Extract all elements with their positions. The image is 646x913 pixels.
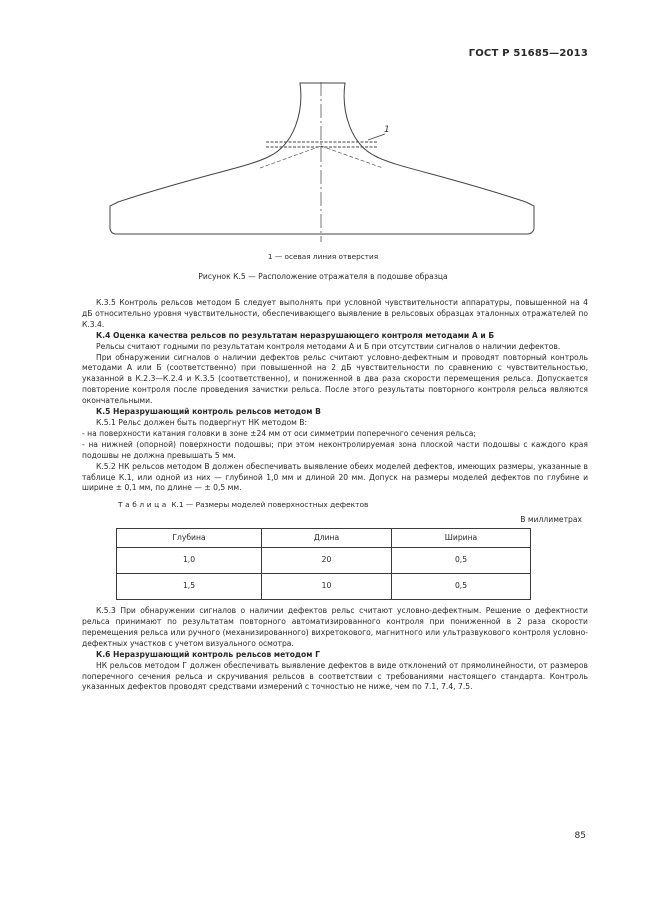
figure-legend: 1 — осевая линия отверстия: [267, 252, 379, 261]
paragraph-k6: НК рельсов методом Г должен обеспечивать выявление дефектов в виде отклонений от прямолинейности, от размеров поперечного сечения рельса и скручивания рельсов в соответствии с требованиями настоящего стандарта. Контроль указанных дефектов проводят средствами измерений с точностью не ниже, чем по 7.1, 7.4, 7.5.: [82, 660, 588, 692]
table-cell: 1,0: [117, 548, 262, 574]
table-caption-text: К.1 — Размеры моделей поверхностных дефектов: [168, 500, 369, 510]
paragraph-k52: К.5.2 НК рельсов методом В должен обеспечивать выявление обеих моделей дефектов, имеющих размеры, указанные в таблице К.1, или одной из них — глубиной 1,0 мм и длиной 20 мм. Допуск на размеры моделей дефектов по глубине и ширине ± 0,1 мм, по длине — ± 0,5 мм.: [82, 461, 588, 493]
defect-size-table: [116, 528, 531, 600]
page-number: 85: [574, 831, 586, 841]
col-header-width: Ширина: [392, 529, 531, 548]
paragraph-k53: К.5.3 При обнаружении сигналов о наличии дефектов рельс считают условно-дефектным. Решение о дефектности рельса принимают по результатам повторного автоматизированного контроля при пониженной в 2 раза скорости перемещения рельса или ручного (механизированного) вихретокового, магнитного или ультразвукового контроля условно-дефектных участков с учетом визуального осмотра.: [82, 606, 588, 648]
table-caption: [82, 500, 588, 511]
rail-foot-figure: [100, 74, 545, 244]
paragraph-k4-2: При обнаружении сигналов о наличии дефектов рельс считают условно-дефектным и проводят повторный контроль методами А или Б (соответственно) при повышенной на 2 дБ чувствительности по сравнению с чувствительностью, указанной в К.2.3—К.2.4 и К.3.5 (соответственно), и пониженной в два раза скорости перемещения рельса. Допускается повторение контроля после проведения зачистки рельса. После этого результаты повторного контроля рельса являются окончательными.: [82, 352, 588, 406]
paragraph-k51: К.5.1 Рельс должен быть подвергнут НК методом В:: [96, 417, 308, 427]
section-heading-k5: К.5 Неразрушающий контроль рельсов методом В: [96, 407, 321, 417]
col-header-depth: Глубина: [117, 529, 262, 548]
section-heading-k6: К.6 Неразрушающий контроль рельсов методом Г: [96, 649, 320, 659]
table-cell: 10: [262, 574, 392, 600]
table-caption-lead: Таблица: [118, 500, 169, 510]
table-row: [117, 548, 531, 574]
paragraph-k35: К.3.5 Контроль рельсов методом Б следует выполнять при условной чувствительности аппаратуры, повышенной на 4 дБ относительно уровня чувствительности, обеспечивающего выявление в рельсовых образцах эталонных отражателей по К.3.4.: [82, 298, 588, 329]
section-heading-k4: К.4 Оценка качества рельсов по результатам неразрушающего контроля методами А и Б: [96, 330, 495, 340]
table-cell: 1,5: [117, 574, 262, 600]
standard-header: ГОСТ Р 51685—2013: [468, 48, 588, 59]
figure-marker: 1: [384, 125, 390, 135]
table-header-row: [117, 529, 531, 548]
reflector-right: [321, 146, 383, 168]
table-unit: В миллиметрах: [520, 515, 582, 525]
table-row: [117, 574, 531, 600]
rail-foot-outline: [110, 83, 534, 234]
table-cell: 20: [262, 548, 392, 574]
figure-caption: Рисунок К.5 — Расположение отражателя в подошве образца: [198, 272, 448, 281]
paragraph-k4-1: Рельсы считают годными по результатам контроля методами А и Б при отсутствии сигналов о наличии дефектов.: [96, 341, 561, 351]
leader-line: [368, 134, 385, 140]
col-header-length: Длина: [262, 529, 392, 548]
table-cell: 0,5: [392, 548, 531, 574]
table-cell: 0,5: [392, 574, 531, 600]
list-item-rolling-surface: - на поверхности катания головки в зоне ±24 мм от оси симметрии поперечного сечения рельса;: [82, 428, 476, 438]
list-item-base-surface: - на нижней (опорной) поверхности подошвы; при этом неконтролируемая зона плоской части подошвы с каждого края подошвы не должна превышать 5 мм.: [82, 439, 588, 460]
main-text: [82, 298, 588, 693]
